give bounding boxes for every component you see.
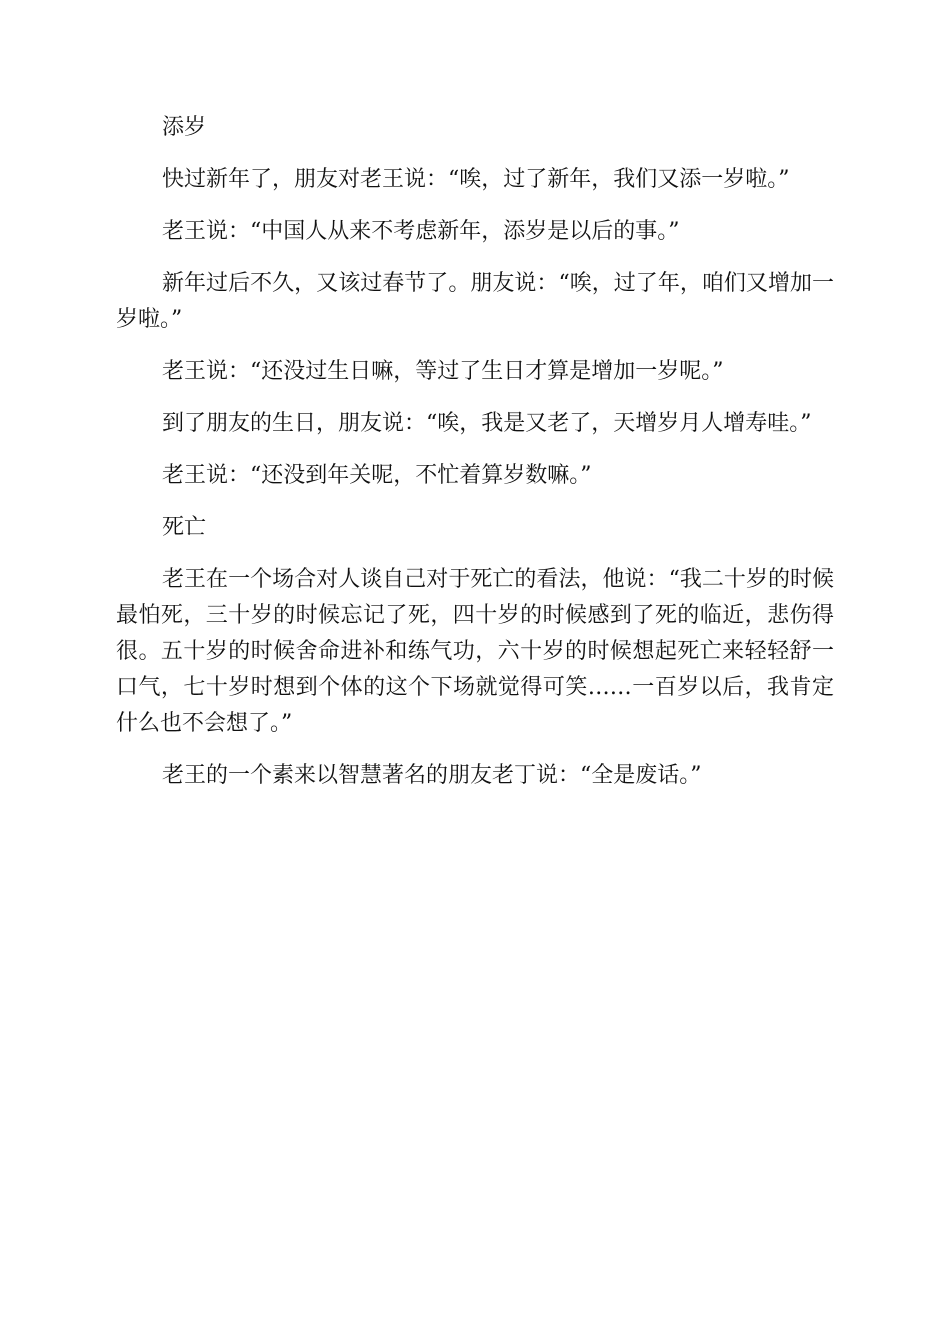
paragraph: 新年过后不久，又该过春节了。朋友说：“唉，过了年，咱们又增加一岁啦。” — [116, 271, 834, 332]
paragraph: 快过新年了，朋友对老王说：“唉，过了新年，我们又添一岁啦。” — [162, 167, 790, 192]
paragraph: 到了朋友的生日，朋友说：“唉，我是又老了，天增岁月人增寿哇。” — [162, 411, 812, 436]
paragraph: 老王的一个素来以智慧著名的朋友老丁说：“全是废话。” — [162, 763, 702, 788]
paragraph: 老王说：“中国人从来不考虑新年，添岁是以后的事。” — [162, 219, 680, 244]
paragraph: 老王在一个场合对人谈自己对于死亡的看法，他说：“我二十岁的时候最怕死，三十岁的时候忘记了死，四十岁的时候感到了死的临近，悲伤得很。五十岁的时候舍命进补和练气功，六十岁的时候想起死亡来轻轻舒一口气，七十岁时想到个体的这个下场就觉得可笑……一百岁以后，我肯定什么也不会想了。” — [116, 567, 834, 736]
section-heading-siwang: 死亡 — [162, 515, 207, 540]
paragraph: 老王说：“还没过生日嘛，等过了生日才算是增加一岁呢。” — [162, 359, 724, 384]
document-body — [116, 110, 834, 810]
section-heading-tiansui: 添岁 — [162, 115, 207, 140]
paragraph: 老王说：“还没到年关呢，不忙着算岁数嘛。” — [162, 463, 592, 488]
